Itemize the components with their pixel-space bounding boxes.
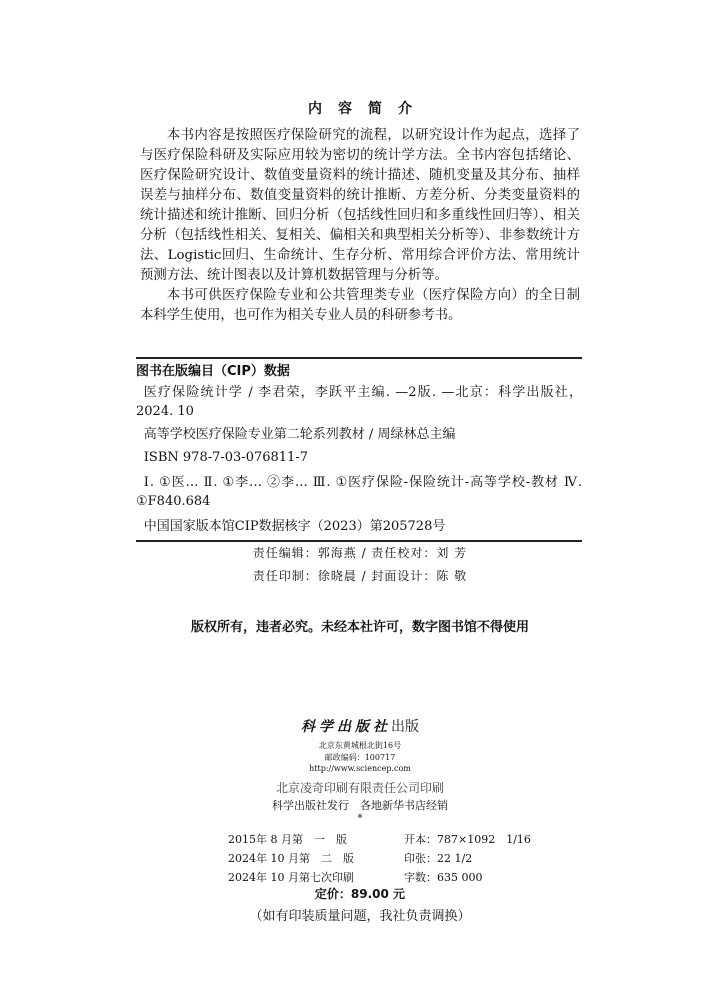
edition-word-count: 字数：635 000 [404, 871, 483, 884]
edition-date-3: 2024年 10 月第七次印刷 [228, 871, 354, 884]
publisher-suffix: 出版 [391, 719, 419, 735]
cip-main-entry: 医疗保险统计学 / 李君荣，李跃平主编. —2版. —北京：科学出版社，2024. 10 [136, 385, 582, 419]
intro-body [140, 126, 580, 326]
edition-date-2: 2024年 10 月第 二 版 [228, 852, 354, 865]
cip-block [136, 357, 582, 542]
cip-classification: Ⅰ. ①医… Ⅱ. ①李… ②李… Ⅲ. ①医疗保险-保险统计-高等学校-教材 Ⅳ. ①F840.684 [136, 475, 582, 509]
staff-line-print: 责任印制：徐晓晨 / 封面设计：陈 敬 [252, 569, 468, 583]
intro-title: 内容简介 [308, 101, 428, 117]
publisher-address: 北京东黄城根北街16号 [318, 741, 402, 750]
publisher-postcode: 邮政编码：100717 [324, 753, 396, 762]
edition-row [228, 869, 548, 885]
intro-paragraph-2: 本书可供医疗保险专业和公共管理类专业（医疗保险方向）的全日制本科学生使用，也可作为相关专业人员的科研参考书。 [140, 288, 580, 323]
publisher-line [0, 716, 720, 736]
cip-record-number: 中国国家版本馆CIP数据核字（2023）第205728号 [143, 519, 446, 534]
intro-paragraph-1: 本书内容是按照医疗保险研究的流程，以研究设计作为起点，选择了与医疗保险科研及实际应用较为密切的统计学方法。全书内容包括绪论、医疗保险研究设计、数值变量资料的统计描述、随机变量及其分布、抽样误差与抽样分布、数值变量资料的统计推断、方差分析、分类变量资料的统计描述和统计推断、回归分析（包括线性回归和多重线性回归等）、相关分析（包括线性相关、复相关、偏相关和典型相关分析等）、非参数统计方法、Logistic回归、生命统计、生存分析、常用综合评价方法、常用统计预测方法、统计图表以及计算机数据管理与分析等。 [140, 128, 580, 283]
edition-sheets: 印张：22 1/2 [404, 852, 473, 865]
cip-isbn: ISBN 978-7-03-076811-7 [143, 450, 308, 465]
edition-format: 开本：787×1092 1/16 [404, 833, 531, 846]
edition-date-1: 2015年 8 月第 一 版 [228, 833, 347, 846]
edition-row [228, 831, 548, 847]
copyright-notice: 版权所有，违者必究。未经本社许可，数字图书馆不得使用 [190, 620, 529, 635]
edition-row [228, 850, 548, 866]
cip-series: 高等学校医疗保险专业第二轮系列教材 / 周绿林总主编 [143, 427, 456, 442]
quality-note: （如有印装质量问题，我社负责调换） [249, 909, 471, 924]
separator-star: * [357, 813, 363, 824]
cip-title: 图书在版编目（CIP）数据 [136, 364, 290, 379]
publisher-url: http://www.sciencep.com [309, 764, 411, 773]
price: 定价：89.00 元 [314, 887, 406, 901]
staff-credits [0, 542, 720, 588]
staff-line-editors: 责任编辑：郭海燕 / 责任校对：刘 芳 [252, 546, 468, 560]
publisher-logo-text: 科学出版社 [301, 719, 391, 735]
printer-line: 北京凌奇印刷有限责任公司印刷 [275, 781, 444, 795]
distribution-line: 科学出版社发行 各地新华书店经销 [272, 799, 448, 812]
